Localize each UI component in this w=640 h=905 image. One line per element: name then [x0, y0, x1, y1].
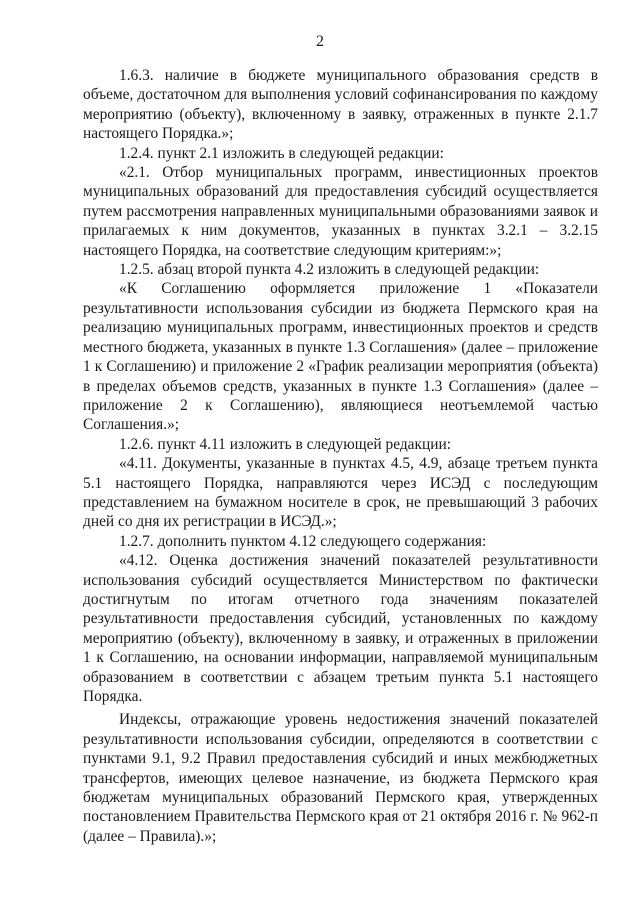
paragraph-1-2-5: 1.2.5. абзац второй пункта 4.2 изложить в следующей редакции: [119, 261, 540, 279]
paragraph-indexes: Индексы, отражающие уровень недостижения значений показателей результативности использования субсидии, определяются в соответствии с пунктами 9.1, 9.2 Правил предоставления субсидий и иных межбюджетных трансфертов, имеющих целевое назначение, из бюджета Пермского края бюджетам муниципальных образований Пермского края, утвержденных постановлением Правительства Пермского края от 21 октября 2016 г. № 962-п (далее – Правила).»; [83, 711, 598, 845]
paragraph-1-2-7: 1.2.7. дополнить пунктом 4.12 следующего содержания: [119, 532, 487, 550]
paragraph-4-12-quote: «4.12. Оценка достижения значений показателей результативности использования субсидий осуществляется Министерством по фактически достигнутым по итогам отчетного года значениям показателей результативности предоставления субсидий, установленных по каждому мероприятию (объекту), включенному в заявку, и отраженных в приложении 1 к Соглашению, на основании информации, направляемой муниципальным образованием в соответствии с абзацем третьим пункта 5.1 настоящего Порядка. [83, 552, 598, 705]
paragraph-1-2-6: 1.2.6. пункт 4.11 изложить в следующей редакции: [119, 435, 451, 453]
paragraph-1-6-3: 1.6.3. наличие в бюджете муниципального образования средств в объеме, достаточном для выполнения условий софинансирования по каждому мероприятию (объекту), включенному в заявку, отраженных в пункте 2.1.7 настоящего Порядка.»; [83, 67, 598, 143]
paragraph-4-11-quote: «4.11. Документы, указанные в пунктах 4.5, 4.9, абзаце третьем пункта 5.1 настоящего Порядка, направляются через ИСЭД с последующим представлением на бумажном носителе в срок, не превышающий 3 рабочих дней со дня их регистрации в ИСЭД.»; [83, 455, 598, 531]
paragraph-1-2-4: 1.2.4. пункт 2.1 изложить в следующей редакции: [119, 144, 444, 162]
paragraph-2-1-quote: «2.1. Отбор муниципальных программ, инвестиционных проектов муниципальных образований для предоставления субсидий осуществляется путем рассмотрения направленных муниципальными образованиями заявок и прилагаемых к ним документов, указанных в пунктах 3.2.1 – 3.2.15 настоящего Порядка, на соответствие следующим критериям:»; [83, 164, 598, 259]
page-number: 2 [316, 33, 324, 50]
document-body [83, 66, 598, 846]
paragraph-4-2-quote: «К Соглашению оформляется приложение 1 «Показатели результативности использования субсидии из бюджета Пермского края на реализацию муниципальных программ, инвестиционных проектов и средств местного бюджета, указанных в пункте 1.3 Соглашения» (далее – приложение 1 к Соглашению) и приложение 2 «График реализации мероприятия (объекта) в пределах объемов средств, указанных в пункте 1.3 Соглашения» (далее – приложение 2 к Соглашению), являющиеся неотъемлемой частью Соглашения.»; [83, 280, 598, 434]
